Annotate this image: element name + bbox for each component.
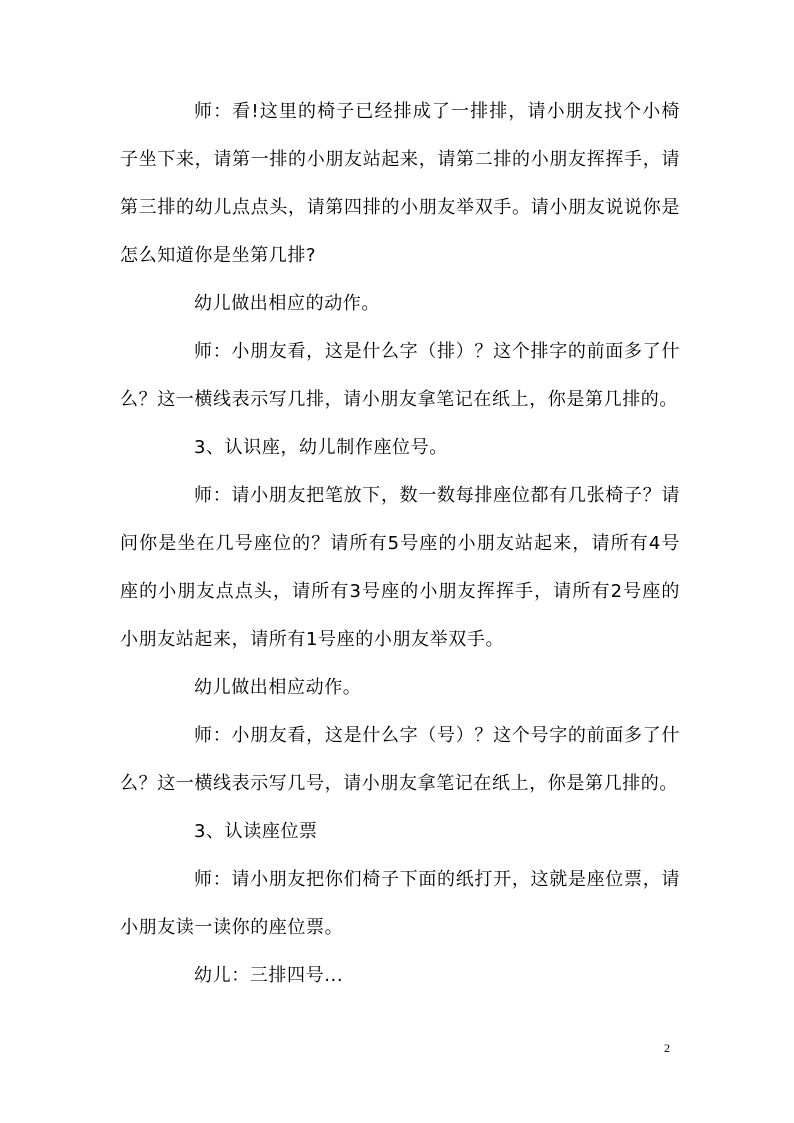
paragraph-teacher-ticket: 师：请小朋友把你们椅子下面的纸打开，这就是座位票，请小朋友读一读你的座位票。 — [120, 869, 680, 938]
paragraph-children-actions: 幼儿做出相应的动作。 — [194, 293, 380, 314]
section-heading-seat: 3、认识座，幼儿制作座位号。 — [194, 437, 448, 458]
paragraph-teacher-row-character: 师：小朋友看，这是什么字（排）？这个排字的前面多了什么？这一横线表示写几排，请小朋友拿笔记在纸上，你是第几排的。 — [120, 341, 680, 410]
paragraph-teacher-seats: 师：请小朋友把笔放下，数一数每排座位都有几张椅子？请问你是坐在几号座位的？请所有5号座的小朋友站起来，请所有4号座的小朋友点点头，请所有3号座的小朋友挥挥手，请所有2号座的小朋友站起来，请所有1号座的小朋友举双手。 — [120, 485, 680, 650]
page-number: 2 — [664, 1041, 670, 1055]
paragraph-children-reply: 幼儿：三排四号... — [194, 965, 344, 986]
paragraph-teacher-rows: 师：看!这里的椅子已经排成了一排排，请小朋友找个小椅子坐下来，请第一排的小朋友站起来，请第二排的小朋友挥挥手，请第三排的幼儿点点头，请第四排的小朋友举双手。请小朋友说说你是怎么知道你是坐第几排? — [120, 101, 680, 266]
paragraph-children-seat-actions: 幼儿做出相应动作。 — [194, 677, 362, 698]
section-heading-ticket: 3、认读座位票 — [194, 821, 318, 842]
document-body — [120, 88, 680, 1000]
paragraph-teacher-number-character: 师：小朋友看，这是什么字（号）？这个号字的前面多了什么？这一横线表示写几号，请小朋友拿笔记在纸上，你是第几排的。 — [120, 725, 680, 794]
